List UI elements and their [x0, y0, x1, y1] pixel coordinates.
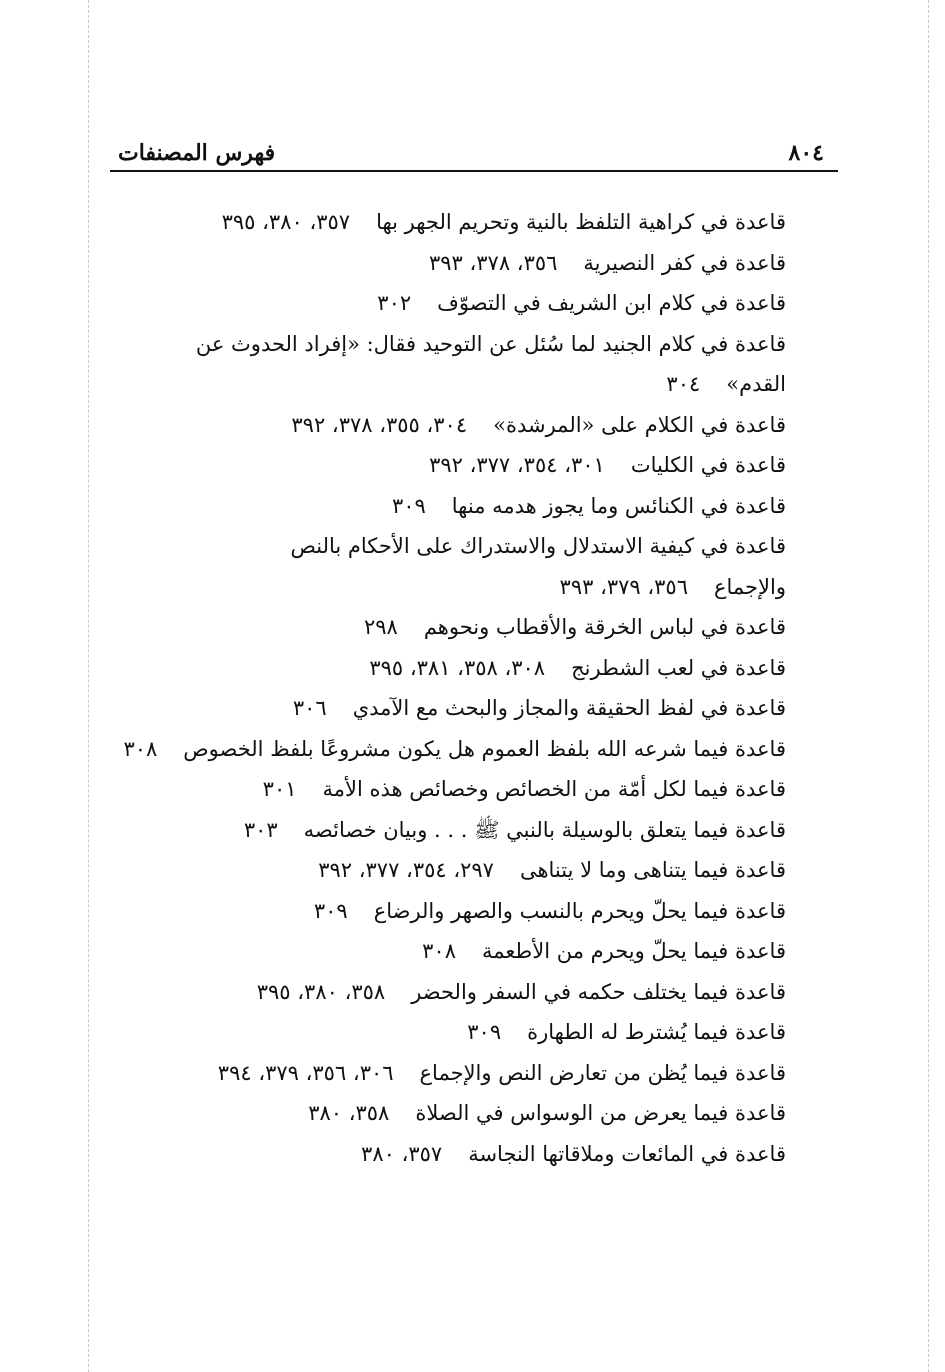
entry-pages: ٣٠٦، ٣٥٦، ٣٧٩، ٣٩٤: [217, 1060, 394, 1085]
index-entry: [110, 1053, 786, 1094]
entry-title: قاعدة فيما يحلّ ويحرم من الأطعمة: [481, 939, 786, 963]
entry-pages: ٣٠١، ٣٥٤، ٣٧٧، ٣٩٢: [429, 453, 605, 477]
entry-title: قاعدة فيما لكل أمّة من الخصائص وخصائص هذه الأمة: [322, 777, 786, 801]
index-entry: [110, 324, 786, 405]
entry-title: قاعدة في كراهية التلفظ بالنية وتحريم الجهر بها: [376, 210, 786, 234]
entry-pages: ٢٩٧، ٣٥٤، ٣٧٧، ٣٩٢: [318, 858, 494, 882]
entry-title: قاعدة في لعب الشطرنج: [571, 655, 786, 680]
entry-pages: ٢٩٨: [363, 615, 398, 639]
entry-title: قاعدة في الكلام على «المرشدة»: [493, 412, 786, 437]
index-page: [110, 128, 838, 1174]
running-title: فهرس المصنفات: [118, 140, 276, 166]
entry-title: قاعدة في الكليات: [630, 453, 786, 477]
entry-title: قاعدة في لفظ الحقيقة والمجاز والبحث مع الآمدي: [352, 696, 786, 720]
entry-pages: ٣٠٤، ٣٥٥، ٣٧٨، ٣٩٢: [291, 412, 468, 437]
index-entry: [110, 729, 786, 770]
index-entry: [110, 202, 786, 243]
index-entry: [110, 850, 786, 891]
entry-pages: ٣٠٩: [391, 493, 426, 518]
index-entry: [110, 607, 786, 648]
index-entry: [110, 405, 786, 446]
entry-title: قاعدة في الكنائس وما يجوز هدمه منها: [451, 493, 786, 518]
index-entry: [110, 1134, 786, 1175]
entry-pages: ٣٠٦: [292, 696, 327, 720]
entry-title: قاعدة فيما يُشترط له الطهارة: [527, 1020, 786, 1044]
margin-guide-left: [88, 0, 89, 1372]
page-number: ٨٠٤: [788, 140, 824, 166]
entry-pages: ٣٠١: [262, 777, 297, 801]
margin-guide-right: [928, 0, 929, 1372]
index-entry: [110, 769, 786, 810]
entry-pages: ٣٠٢: [377, 291, 412, 315]
index-entry: [110, 891, 786, 932]
index-entry: [110, 526, 786, 607]
index-entries: [110, 172, 838, 1174]
entry-pages: ٣٠٨، ٣٥٨، ٣٨١، ٣٩٥: [369, 655, 546, 680]
entry-title: قاعدة فيما يعرض من الوسواس في الصلاة: [415, 1101, 786, 1125]
index-entry: [110, 972, 786, 1013]
entry-pages: ٣٥٧، ٣٨٠: [361, 1141, 443, 1166]
entry-title: قاعدة فيما يتناهى وما لا يتناهى: [519, 858, 786, 882]
entry-pages: ٣٥٦، ٣٧٩، ٣٩٣: [559, 574, 688, 599]
index-entry: [110, 648, 786, 689]
entry-title: قاعدة فيما يختلف حكمه في السفر والحضر: [411, 979, 786, 1004]
entry-title: قاعدة في كفر النصيرية: [583, 250, 786, 275]
index-entry: [110, 1012, 786, 1053]
entry-title: قاعدة في لباس الخرقة والأقطاب ونحوهم: [423, 615, 786, 639]
entry-pages: ٣٠٩: [313, 898, 348, 923]
index-entry: [110, 283, 786, 324]
entry-pages: ٣٠٣: [243, 817, 278, 842]
index-entry: [110, 486, 786, 527]
index-entry: [110, 243, 786, 284]
entry-pages: ٣٠٤: [666, 372, 701, 396]
entry-title: قاعدة في كلام ابن الشريف في التصوّف: [437, 291, 786, 315]
index-entry: [110, 931, 786, 972]
entry-pages: ٣٥٦، ٣٧٨، ٣٩٣: [428, 250, 558, 275]
entry-title: قاعدة فيما يحلّ ويحرم بالنسب والصهر والرضاع: [373, 898, 786, 923]
index-entry: [110, 810, 786, 851]
page-header: [110, 128, 838, 172]
entry-title: قاعدة في كيفية الاستدلال والاستدراك على الأحكام بالنص والإجماع: [290, 534, 786, 599]
index-entry: [110, 445, 786, 486]
index-entry: [110, 1093, 786, 1134]
entry-title: قاعدة في كلام الجنيد لما سُئل عن التوحيد فقال: «إفراد الحدوث عن القدم»: [195, 331, 786, 396]
entry-pages: ٣٥٧، ٣٨٠، ٣٩٥: [221, 210, 351, 234]
entry-pages: ٣٥٨، ٣٨٠، ٣٩٥: [256, 979, 386, 1004]
entry-title: قاعدة فيما يتعلق بالوسيلة بالنبي ﷺ . . . وبيان خصائصه: [303, 817, 786, 842]
entry-pages: ٣٠٨: [422, 939, 456, 963]
entry-pages: ٣٥٨، ٣٨٠: [308, 1101, 390, 1125]
index-entry: [110, 688, 786, 729]
entry-title: قاعدة فيما يُظن من تعارض النص والإجماع: [419, 1060, 786, 1085]
entry-title: قاعدة فيما شرعه الله بلفظ العموم هل يكون مشروعًا بلفظ الخصوص: [183, 736, 786, 761]
entry-title: قاعدة في المائعات وملاقاتها النجاسة: [468, 1141, 786, 1166]
entry-pages: ٣٠٩: [467, 1020, 502, 1044]
entry-pages: ٣٠٨: [123, 736, 158, 761]
